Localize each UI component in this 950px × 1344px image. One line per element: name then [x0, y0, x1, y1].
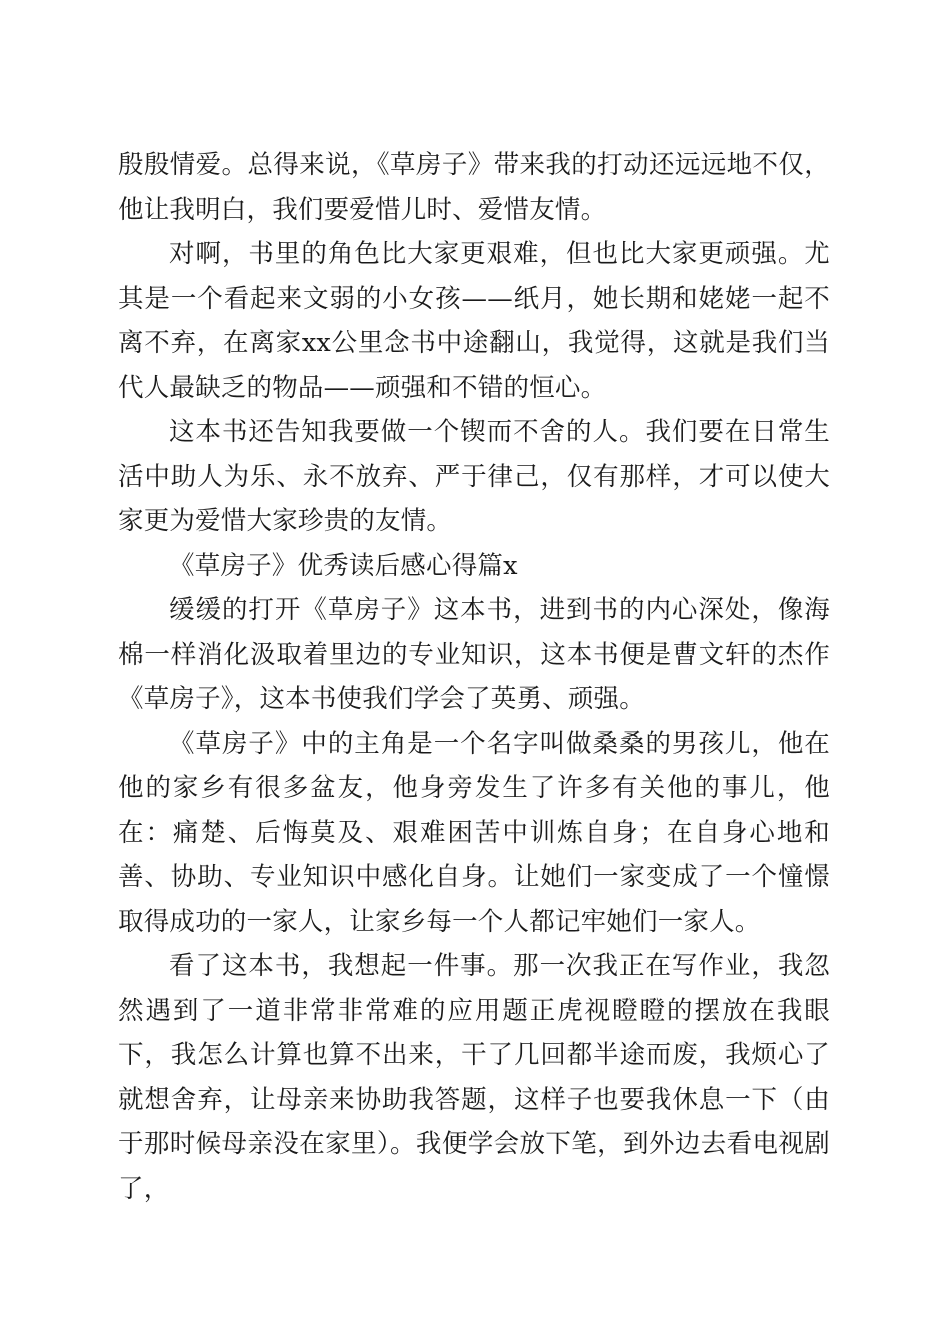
section-paragraph-1: 缓缓的打开《草房子》这本书，进到书的内心深处，像海棉一样消化汲取着里边的专业知识，这本书便是曹文轩的杰作《草房子》，这本书使我们学会了英勇、顽强。 [118, 595, 830, 714]
section-heading: 《草房子》优秀读后感心得篇x [169, 550, 518, 581]
section-paragraph-3: 看了这本书，我想起一件事。那一次我正在写作业，我忽然遇到了一道非常非常难的应用题正虎视瞪瞪的摆放在我眼下，我怎么计算也算不出来，干了几回都半途而废，我烦心了就想舍弃，让母亲来协助我答题，这样子也要我休息一下（由于那时候母亲没在家里）。我便学会放下笔，到外边去看电视剧了， [118, 951, 830, 1204]
paragraph-1: 殷殷情爱。总得来说，《草房子》带来我的打动还远远地不仅，他让我明白，我们要爱惜儿时、爱惜友情。 [118, 150, 830, 225]
paragraph-2: 对啊，书里的角色比大家更艰难，但也比大家更顽强。尤其是一个看起来文弱的小女孩——纸月，她长期和姥姥一起不离不弃，在离家xx公里念书中途翻山，我觉得，这就是我们当代人最缺乏的物品——顽强和不错的恒心。 [118, 239, 830, 403]
section-paragraph-2: 《草房子》中的主角是一个名字叫做桑桑的男孩儿，他在他的家乡有很多盆友，他身旁发生了许多有关他的事儿，他在：痛楚、后悔莫及、艰难困苦中训炼自身；在自身心地和善、协助、专业知识中感化自身。让她们一家变成了一个憧憬取得成功的一家人，让家乡每一个人都记牢她们一家人。 [118, 728, 830, 937]
paragraph-3: 这本书还告知我要做一个锲而不舍的人。我们要在日常生活中助人为乐、永不放弃、严于律己，仅有那样，才可以使大家更为爱惜大家珍贵的友情。 [118, 417, 830, 536]
document-body [118, 143, 830, 1211]
